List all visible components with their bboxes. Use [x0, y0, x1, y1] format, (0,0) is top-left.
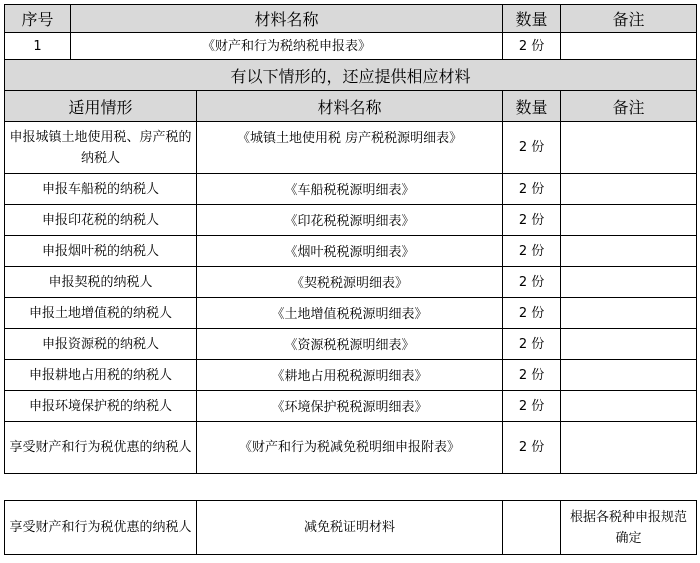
material-cell: 《土地增值税税源明细表》: [197, 298, 503, 329]
table-row: [5, 205, 697, 236]
situation-cell: 申报车船税的纳税人: [5, 174, 197, 205]
header-material: 材料名称: [71, 5, 503, 33]
material-cell: 《耕地占用税税源明细表》: [197, 360, 503, 391]
qty-cell: 2 份: [503, 205, 561, 236]
header-material: 材料名称: [197, 91, 503, 122]
situation-cell: 申报契税的纳税人: [5, 267, 197, 298]
table-row: [5, 174, 697, 205]
qty-cell: 2 份: [503, 329, 561, 360]
note-cell: [561, 391, 697, 422]
header-note: 备注: [561, 5, 697, 33]
row-qty: 2 份: [503, 33, 561, 60]
evidence-materials-table: [4, 500, 697, 555]
qty-cell: 2 份: [503, 422, 561, 474]
section-title-row: [5, 60, 697, 91]
material-cell: 《城镇土地使用税 房产税税源明细表》: [197, 122, 503, 174]
situation-cell: 享受财产和行为税优惠的纳税人: [5, 422, 197, 474]
note-cell: [561, 236, 697, 267]
table-row: [5, 267, 697, 298]
note-cell: [561, 174, 697, 205]
material-cell: 《烟叶税税源明细表》: [197, 236, 503, 267]
row-note: [561, 33, 697, 60]
situation-cell: 申报烟叶税的纳税人: [5, 236, 197, 267]
row-material: 《财产和行为税纳税申报表》: [71, 33, 503, 60]
table-row: [5, 422, 697, 474]
material-cell: 《契税税源明细表》: [197, 267, 503, 298]
qty-cell: 2 份: [503, 267, 561, 298]
table-row: [5, 298, 697, 329]
note-cell: [561, 329, 697, 360]
section-title: 有以下情形的，还应提供相应材料: [5, 60, 697, 91]
qty-cell: 2 份: [503, 360, 561, 391]
material-cell: 减免税证明材料: [197, 501, 503, 555]
table-row: [5, 391, 697, 422]
header-seq: 序号: [5, 5, 71, 33]
main-materials-table: [4, 4, 697, 474]
table-header-row: [5, 5, 697, 33]
table-row: [5, 329, 697, 360]
table-row: [5, 501, 697, 555]
situation-cell: 申报土地增值税的纳税人: [5, 298, 197, 329]
material-cell: 《车船税税源明细表》: [197, 174, 503, 205]
note-cell: [561, 205, 697, 236]
material-cell: 《财产和行为税减免税明细申报附表》: [197, 422, 503, 474]
sub-header-row: [5, 91, 697, 122]
note-cell: 根据各税种申报规范确定: [561, 501, 697, 555]
table-row: [5, 360, 697, 391]
header-qty: 数量: [503, 91, 561, 122]
qty-cell: 2 份: [503, 298, 561, 329]
qty-cell: 2 份: [503, 236, 561, 267]
qty-cell: 2 份: [503, 391, 561, 422]
note-cell: [561, 360, 697, 391]
header-note: 备注: [561, 91, 697, 122]
situation-cell: 申报城镇土地使用税、房产税的纳税人: [5, 122, 197, 174]
situation-cell: 申报环境保护税的纳税人: [5, 391, 197, 422]
qty-cell: [503, 501, 561, 555]
material-cell: 《资源税税源明细表》: [197, 329, 503, 360]
note-cell: [561, 267, 697, 298]
situation-cell: 享受财产和行为税优惠的纳税人: [5, 501, 197, 555]
header-situation: 适用情形: [5, 91, 197, 122]
situation-cell: 申报耕地占用税的纳税人: [5, 360, 197, 391]
situation-cell: 申报资源税的纳税人: [5, 329, 197, 360]
row-seq: 1: [5, 33, 71, 60]
note-cell: [561, 422, 697, 474]
note-cell: [561, 122, 697, 174]
material-cell: 《印花税税源明细表》: [197, 205, 503, 236]
material-cell: 《环境保护税税源明细表》: [197, 391, 503, 422]
table-row: [5, 122, 697, 174]
header-qty: 数量: [503, 5, 561, 33]
table-row: [5, 236, 697, 267]
qty-cell: 2 份: [503, 122, 561, 174]
qty-cell: 2 份: [503, 174, 561, 205]
note-cell: [561, 298, 697, 329]
table-row: [5, 33, 697, 60]
situation-cell: 申报印花税的纳税人: [5, 205, 197, 236]
